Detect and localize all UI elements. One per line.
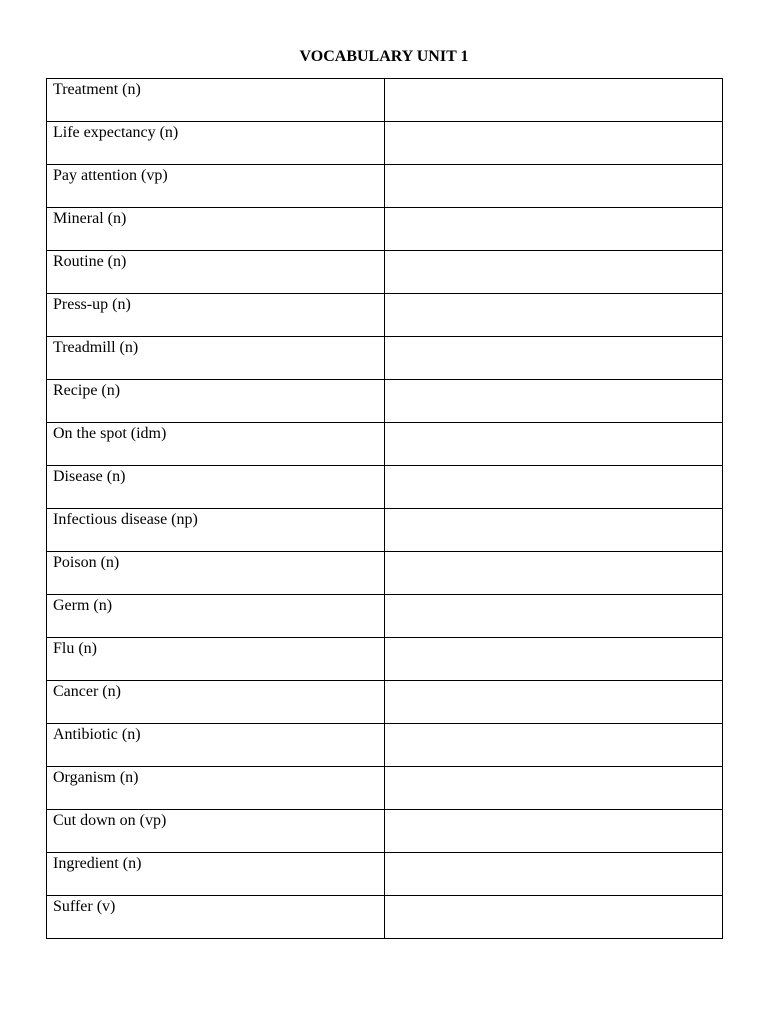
vocab-term: Antibiotic (n): [53, 726, 141, 743]
vocab-term: Cut down on (vp): [53, 812, 167, 829]
table-row: [47, 337, 723, 380]
vocab-definition-cell[interactable]: [385, 165, 723, 208]
table-row: [47, 294, 723, 337]
vocab-definition-cell[interactable]: [385, 595, 723, 638]
vocab-term-cell: [47, 466, 385, 509]
vocab-definition-cell[interactable]: [385, 681, 723, 724]
table-row: [47, 638, 723, 681]
vocab-definition-cell[interactable]: [385, 122, 723, 165]
vocab-definition-cell[interactable]: [385, 79, 723, 122]
vocab-term: Organism (n): [53, 769, 139, 786]
vocab-term-cell: [47, 208, 385, 251]
vocab-term-cell: [47, 509, 385, 552]
table-row: [47, 595, 723, 638]
vocab-term-cell: [47, 251, 385, 294]
vocab-definition-cell[interactable]: [385, 509, 723, 552]
vocab-term: Life expectancy (n): [53, 124, 179, 141]
vocab-term-cell: [47, 552, 385, 595]
table-row: [47, 251, 723, 294]
vocab-term: Infectious disease (np): [53, 511, 198, 528]
table-row: [47, 896, 723, 939]
vocab-definition-cell[interactable]: [385, 466, 723, 509]
vocab-term: Flu (n): [53, 640, 97, 657]
table-row: [47, 208, 723, 251]
vocab-term-cell: [47, 423, 385, 466]
vocab-term-cell: [47, 165, 385, 208]
vocab-term: Suffer (v): [53, 898, 116, 915]
vocab-definition-cell[interactable]: [385, 251, 723, 294]
vocab-definition-cell[interactable]: [385, 638, 723, 681]
table-row: [47, 509, 723, 552]
vocab-term: Cancer (n): [53, 683, 121, 700]
page-title: VOCABULARY UNIT 1: [299, 48, 469, 65]
vocab-term-cell: [47, 380, 385, 423]
vocab-definition-cell[interactable]: [385, 294, 723, 337]
table-row: [47, 810, 723, 853]
vocab-term-cell: [47, 595, 385, 638]
vocab-term: Treatment (n): [53, 81, 141, 98]
vocab-term: Recipe (n): [53, 382, 121, 399]
table-row: [47, 79, 723, 122]
vocab-definition-cell[interactable]: [385, 810, 723, 853]
vocab-definition-cell[interactable]: [385, 337, 723, 380]
vocab-term-cell: [47, 79, 385, 122]
vocab-term-cell: [47, 122, 385, 165]
table-row: [47, 724, 723, 767]
table-row: [47, 165, 723, 208]
vocab-term-cell: [47, 853, 385, 896]
vocabulary-table: [46, 78, 723, 939]
vocab-term: Treadmill (n): [53, 339, 139, 356]
vocab-term-cell: [47, 638, 385, 681]
vocab-term: Poison (n): [53, 554, 120, 571]
vocab-term-cell: [47, 681, 385, 724]
vocab-term: Press-up (n): [53, 296, 131, 313]
vocab-term: Disease (n): [53, 468, 126, 485]
vocab-term-cell: [47, 767, 385, 810]
vocab-term: Mineral (n): [53, 210, 127, 227]
vocab-term: On the spot (idm): [53, 425, 167, 442]
vocab-definition-cell[interactable]: [385, 380, 723, 423]
vocab-term-cell: [47, 724, 385, 767]
vocab-term: Pay attention (vp): [53, 167, 168, 184]
vocab-definition-cell[interactable]: [385, 724, 723, 767]
table-row: [47, 380, 723, 423]
table-row: [47, 853, 723, 896]
vocab-term: Ingredient (n): [53, 855, 142, 872]
table-row: [47, 552, 723, 595]
vocab-definition-cell[interactable]: [385, 423, 723, 466]
table-row: [47, 767, 723, 810]
table-row: [47, 122, 723, 165]
vocab-term: Routine (n): [53, 253, 127, 270]
vocab-definition-cell[interactable]: [385, 552, 723, 595]
vocabulary-table-body: [47, 79, 723, 939]
vocab-term-cell: [47, 337, 385, 380]
vocab-definition-cell[interactable]: [385, 853, 723, 896]
vocab-definition-cell[interactable]: [385, 767, 723, 810]
vocab-term-cell: [47, 294, 385, 337]
table-row: [47, 466, 723, 509]
vocab-term-cell: [47, 896, 385, 939]
vocab-definition-cell[interactable]: [385, 208, 723, 251]
table-row: [47, 681, 723, 724]
vocab-term-cell: [47, 810, 385, 853]
vocab-definition-cell[interactable]: [385, 896, 723, 939]
table-row: [47, 423, 723, 466]
vocab-term: Germ (n): [53, 597, 113, 614]
